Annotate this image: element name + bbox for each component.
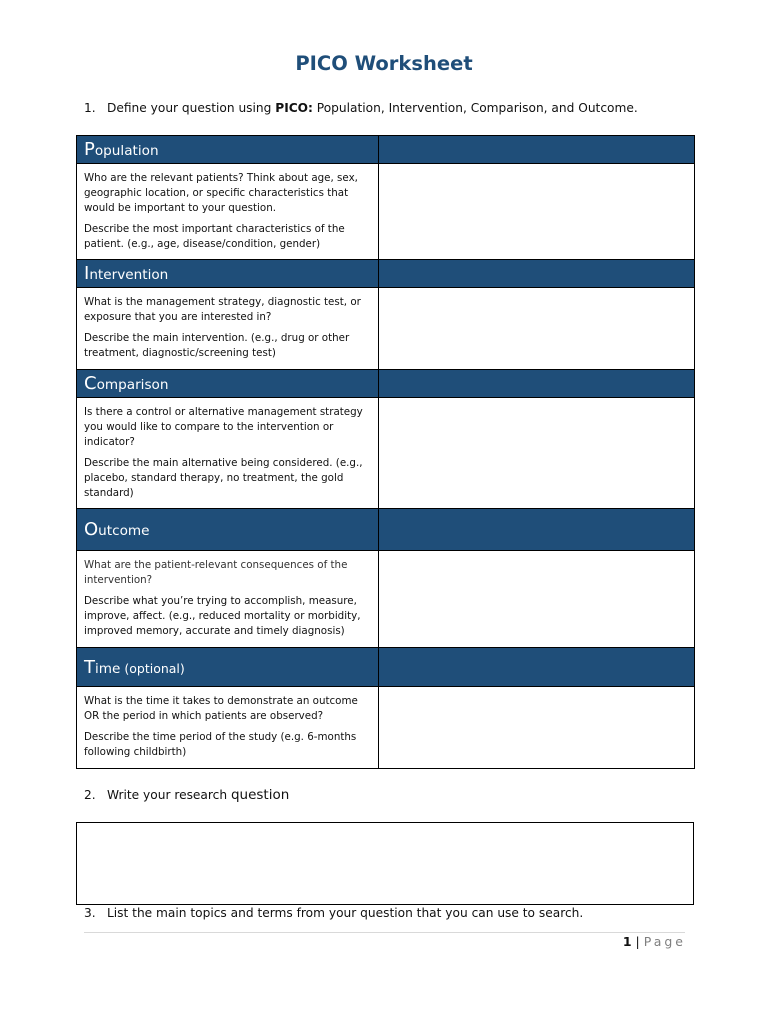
footer-divider: [84, 932, 685, 933]
intervention-row: [77, 288, 695, 370]
time-header-blank: [379, 648, 695, 687]
comparison-initial: C: [84, 373, 97, 394]
time-label: ime: [95, 660, 121, 677]
population-row: [77, 164, 695, 260]
time-header: [77, 648, 379, 687]
comparison-description: [77, 398, 379, 509]
research-question-box[interactable]: [76, 822, 694, 905]
comparison-header: [77, 370, 379, 398]
page-number: 1: [622, 934, 632, 949]
comparison-label: omparison: [96, 377, 169, 393]
time-optional-note: (optional): [120, 660, 185, 676]
outcome-instruction: Describe what you’re trying to accomplish, measure, improve, affect. (e.g., reduced mortality or morbidity, improved memory, accurate and timely diagnosis): [84, 595, 361, 637]
step-number: 1.: [84, 101, 96, 115]
time-row: [77, 687, 695, 769]
time-header-row: [77, 648, 695, 687]
page-footer: [623, 934, 686, 949]
population-initial: P: [84, 139, 95, 160]
outcome-header-blank: [379, 509, 695, 551]
population-header: [77, 136, 379, 164]
step-1-instruction: [84, 101, 638, 115]
comparison-header-blank: [379, 370, 695, 398]
outcome-header: [77, 509, 379, 551]
population-instruction: Describe the most important characteristics of the patient. (e.g., age, disease/condition, gender): [84, 223, 345, 250]
step-1-bold: PICO:: [275, 101, 313, 115]
time-instruction: Describe the time period of the study (e.g. 6-months following childbirth): [84, 731, 357, 758]
page-word: Page: [643, 934, 686, 949]
intervention-initial: I: [84, 263, 90, 284]
step-1-lead: Define your question using: [107, 101, 276, 115]
comparison-answer-cell[interactable]: [379, 398, 695, 509]
intervention-header: [77, 260, 379, 288]
intervention-instruction: Describe the main intervention. (e.g., drug or other treatment, diagnostic/screening test): [84, 332, 350, 359]
outcome-initial: O: [84, 519, 99, 540]
step-2-instruction: [84, 787, 289, 803]
outcome-prompt: What are the patient-relevant consequences of the intervention?: [84, 559, 348, 586]
time-description: [77, 687, 379, 769]
comparison-row: [77, 398, 695, 509]
page-title: PICO Worksheet: [295, 52, 473, 75]
step-number: 3.: [84, 906, 96, 920]
intervention-header-row: [77, 260, 695, 288]
time-answer-cell[interactable]: [379, 687, 695, 769]
footer-separator: |: [631, 934, 644, 949]
population-header-row: [77, 136, 695, 164]
population-answer-cell[interactable]: [379, 164, 695, 260]
intervention-label: ntervention: [89, 267, 169, 283]
intervention-header-blank: [379, 260, 695, 288]
population-header-blank: [379, 136, 695, 164]
population-description: [77, 164, 379, 260]
comparison-header-row: [77, 370, 695, 398]
step-1-rest: Population, Intervention, Comparison, and Outcome.: [312, 101, 638, 115]
pico-table: [76, 135, 695, 769]
time-prompt: What is the time it takes to demonstrate an outcome OR the period in which patients are observed?: [84, 695, 358, 722]
outcome-description: [77, 551, 379, 648]
time-initial: T: [84, 656, 95, 678]
outcome-row: [77, 551, 695, 648]
intervention-answer-cell[interactable]: [379, 288, 695, 370]
step-2-text: Write your research: [107, 788, 231, 802]
outcome-label: utcome: [98, 523, 150, 539]
step-number: 2.: [84, 788, 96, 802]
comparison-prompt: Is there a control or alternative management strategy you would like to compare to the intervention or indicator?: [84, 406, 363, 448]
step-3-instruction: [84, 906, 583, 920]
population-label: opulation: [94, 143, 159, 159]
comparison-instruction: Describe the main alternative being considered. (e.g., placebo, standard therapy, no treatment, the gold standard): [84, 457, 363, 499]
intervention-prompt: What is the management strategy, diagnostic test, or exposure that you are interested in?: [84, 296, 361, 323]
population-prompt: Who are the relevant patients? Think about age, sex, geographic location, or specific characteristics that would be important to your question.: [84, 172, 358, 214]
step-3-text: List the main topics and terms from your question that you can use to search.: [107, 906, 584, 920]
outcome-header-row: [77, 509, 695, 551]
intervention-description: [77, 288, 379, 370]
step-2-tail: question: [230, 787, 290, 803]
outcome-answer-cell[interactable]: [379, 551, 695, 648]
